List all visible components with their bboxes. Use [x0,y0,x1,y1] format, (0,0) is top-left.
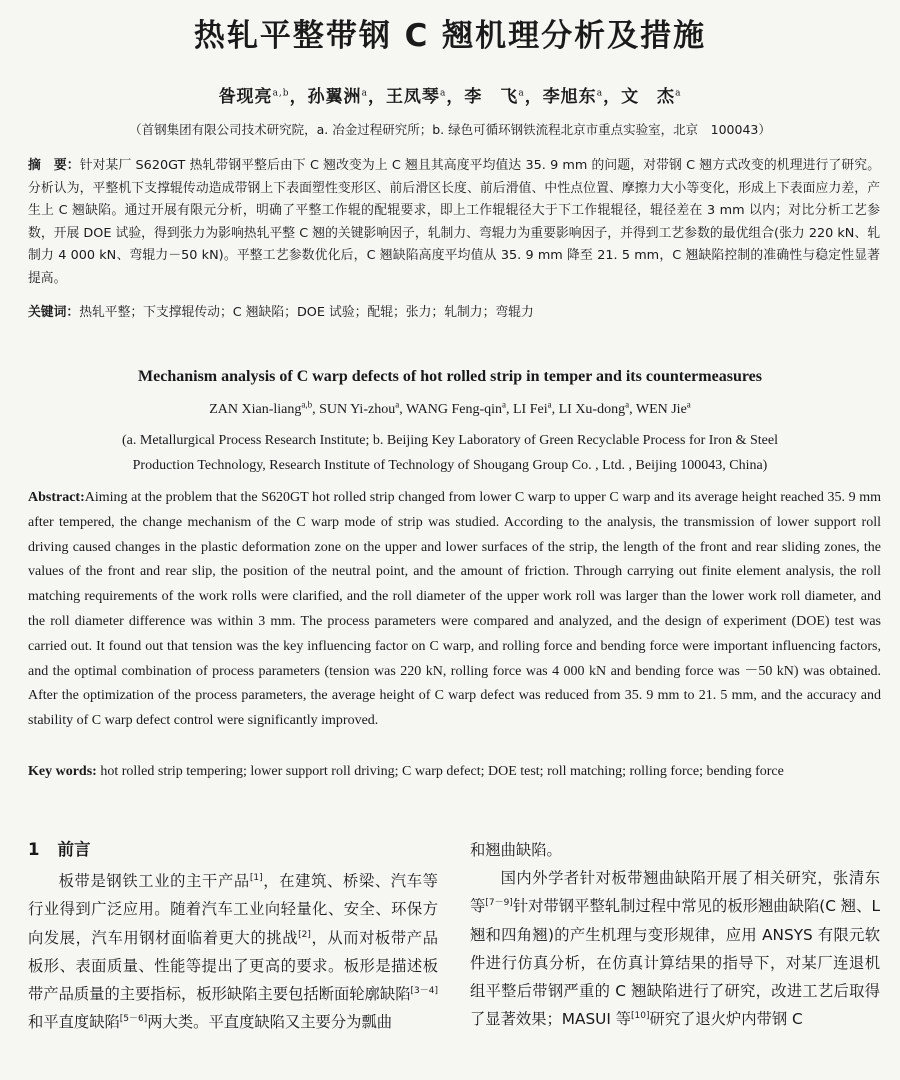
body-paragraph [470,864,880,1033]
author-affil-mark: a [361,88,368,99]
body-column-left [28,836,438,1036]
text-run: 和平直度缺陷 [28,1013,120,1032]
author-name: LI Xu-dong [558,402,626,417]
author-affil-mark: a [596,88,604,99]
chinese-abstract [28,155,880,290]
section-title: 前言 [57,840,91,859]
section-heading [28,836,438,864]
abstract-text: Aiming at the problem that the S620GT hot rolled strip changed from lower C warp to upper C warp and its average height reached 35. 9 mm after tempered, the change mechanism of the C warp mode of strip was studied. According to the analysis, the transmission of lower support roll driving caused changes in the plastic deformation zone on the upper and lower surfaces of the strip, the length of the front and rear sliding zones, the values of the front and rear slip, the position of the neutral point, and the amount of friction. Through carrying out finite element analysis, the roll matching requirements of the work rolls were clarified, and the roll diameter of the upper work roll was larger than the lower work roll diameter, and the roll diameter difference was within 3 mm. The process parameters were compared and analyzed, and the design of experiment (DOE) test was carried out. It found out that tension was the key influencing factor on C warp, and rolling force and bending force were important influencing factors, and the optimal combination of process parameters (tension was 220 kN, rolling force was 4 000 kN and bending force was －50 kN) was obtained. After the optimization of the process parameters, the average height of C warp defect was reduced from 35. 9 mm to 21. 5 mm, and the accuracy and stability of C warp defect control were significantly improved. [28,490,881,729]
abstract-label: 摘 要： [28,158,80,173]
english-affiliation [60,428,840,478]
author-name: 王凤琴 [385,87,440,107]
author-affil-mark: a [625,399,630,410]
keywords-label: 关键词： [28,305,80,320]
author-name: ZAN Xian-liang [209,402,302,417]
text-run: 针对带钢平整轧制过程中常见的板形翘曲缺陷(C 翘、L 翘和四角翘)的产生机理与变形规律，应用 ANSYS 有限元软件进行仿真分析，在仿真计算结果的指导下，对某厂连退机组平整后带钢严重的 C 翘缺陷进行了研究，改进工艺后取得了显著效果；MASUI 等 [470,897,880,1029]
author-affil-mark: a [395,399,400,410]
affiliation-line: (a. Metallurgical Process Research Institute; b. Beijing Key Laboratory of Green Recyclable Process for Iron & Steel [122,433,778,448]
author-affil-mark: a [686,399,691,410]
author-name: WEN Jie [635,402,687,417]
author-name: 昝现亮 [218,87,273,107]
text-run: 板带是钢铁工业的主干产品 [58,872,250,891]
citation: [10] [631,1011,650,1022]
citation: [7－9] [485,898,513,909]
author-affil-mark: a [675,88,682,99]
author-affil-mark: a [547,399,552,410]
author-affil-mark: a [502,399,506,410]
body-paragraph [28,867,438,1036]
abstract-label: Abstract: [28,490,85,505]
citation: [3－4] [410,985,438,996]
author-affil-mark: a [439,88,447,99]
author-affil-mark: a [518,88,525,99]
body-paragraph-continued: 和翘曲缺陷。 [470,841,562,859]
body-column-right [470,836,880,1033]
english-title: Mechanism analysis of C warp defects of hot rolled strip in temper and its countermeasures [138,368,762,385]
chinese-affiliation: （首钢集团有限公司技术研究院，a. 冶金过程研究所；b. 绿色可循环钢铁流程北京市重点实验室，北京 100043） [129,122,771,137]
citation: [5－6] [119,1014,148,1025]
citation: [2] [298,929,311,940]
author-affil-mark: a,b [272,88,290,99]
citation: [1] [249,873,263,884]
keywords-text: hot rolled strip tempering; lower support roll driving; C warp defect; DOE test; roll matching; rolling force; bending force [96,764,784,779]
section-number: 1 [28,840,40,859]
author-name: 李旭东 [542,87,597,107]
english-abstract [28,486,881,734]
chinese-keywords [28,302,880,324]
text-run: 研究了退火炉内带钢 C [649,1010,803,1029]
text-run: 两大类。平直度缺陷又主要分为瓢曲 [147,1013,393,1032]
abstract-text: 针对某厂 S620GT 热轧带钢平整后由下 C 翘改变为上 C 翘且其高度平均值达 35. 9 mm 的问题，对带钢 C 翘方式改变的机理进行了研究。分析认为，平整机下支撑辊传动造成带钢上下表面塑性变形区、前后滑区长度、前后滑值、中性点位置、摩擦力大小等变化，形成上下表面应力差，产生上 C 翘缺陷。通过开展有限元分析，明确了平整工作辊的配辊要求，即上工作辊辊径大于下工作辊辊径，辊径差在 3 mm 以内；对比分析工艺参数，开展 DOE 试验，得到张力为影响热轧平整 C 翘的关键影响因子，轧制力、弯辊力为重要影响因子，并得到工艺参数的最优组合(张力 220 kN、轧制力 4 000 kN、弯辊力－50 kN)。平整工艺参数优化后，C 翘缺陷高度平均值从 35. 9 mm 降至 21. 5 mm，C 翘缺陷控制的准确性与稳定性显著提高。 [28,158,881,286]
keywords-text: 热轧平整；下支撑辊传动；C 翘缺陷；DOE 试验；配辊；张力；轧制力；弯辊力 [79,305,534,320]
english-keywords [28,760,881,785]
author-affil-mark: a,b [301,399,313,410]
author-name: 孙翼洲 [307,87,362,107]
text-run: 国内外学者针对板带翘曲缺陷开展了相关研究，张清东等 [470,869,880,916]
chinese-authors: 昝现亮$^{a,b}$，孙翼洲$^a$，王凤琴$^a$，李 飞$^a$，李旭东$^a$，文 杰$^a$ [218,87,682,107]
author-name: WANG Feng-qin [405,402,502,417]
author-name: LI Fei [513,402,548,417]
author-name: SUN Yi-zhou [319,402,396,417]
chinese-title: 热轧平整带钢 C 翘机理分析及措施 [193,18,707,54]
author-name: 文 杰 [621,87,676,107]
text-run: ，在建筑、桥梁、汽车等行业得到广泛应用。随着汽车工业向轻量化、安全、环保方向发展，汽车用钢材面临着更大的挑战 [28,872,438,947]
keywords-label: Key words: [28,764,97,779]
author-name: 李 飞 [464,87,519,107]
english-authors: ZAN Xian-liang$^{a,b}$, SUN Yi-zhou$^a$, WANG Feng-qin$^a$, LI Fei$^a$, LI Xu-dong$^a$, WEN Jie$^a$ [209,399,691,417]
text-run: ，从而对板带产品板形、表面质量、性能等提出了更高的要求。板形是描述板带产品质量的主要指标，板形缺陷主要包括断面轮廓缺陷 [28,928,438,1004]
affiliation-line: Production Technology, Research Institute of Technology of Shougang Group Co. , Ltd. , Beijing 100043, China) [132,458,768,473]
